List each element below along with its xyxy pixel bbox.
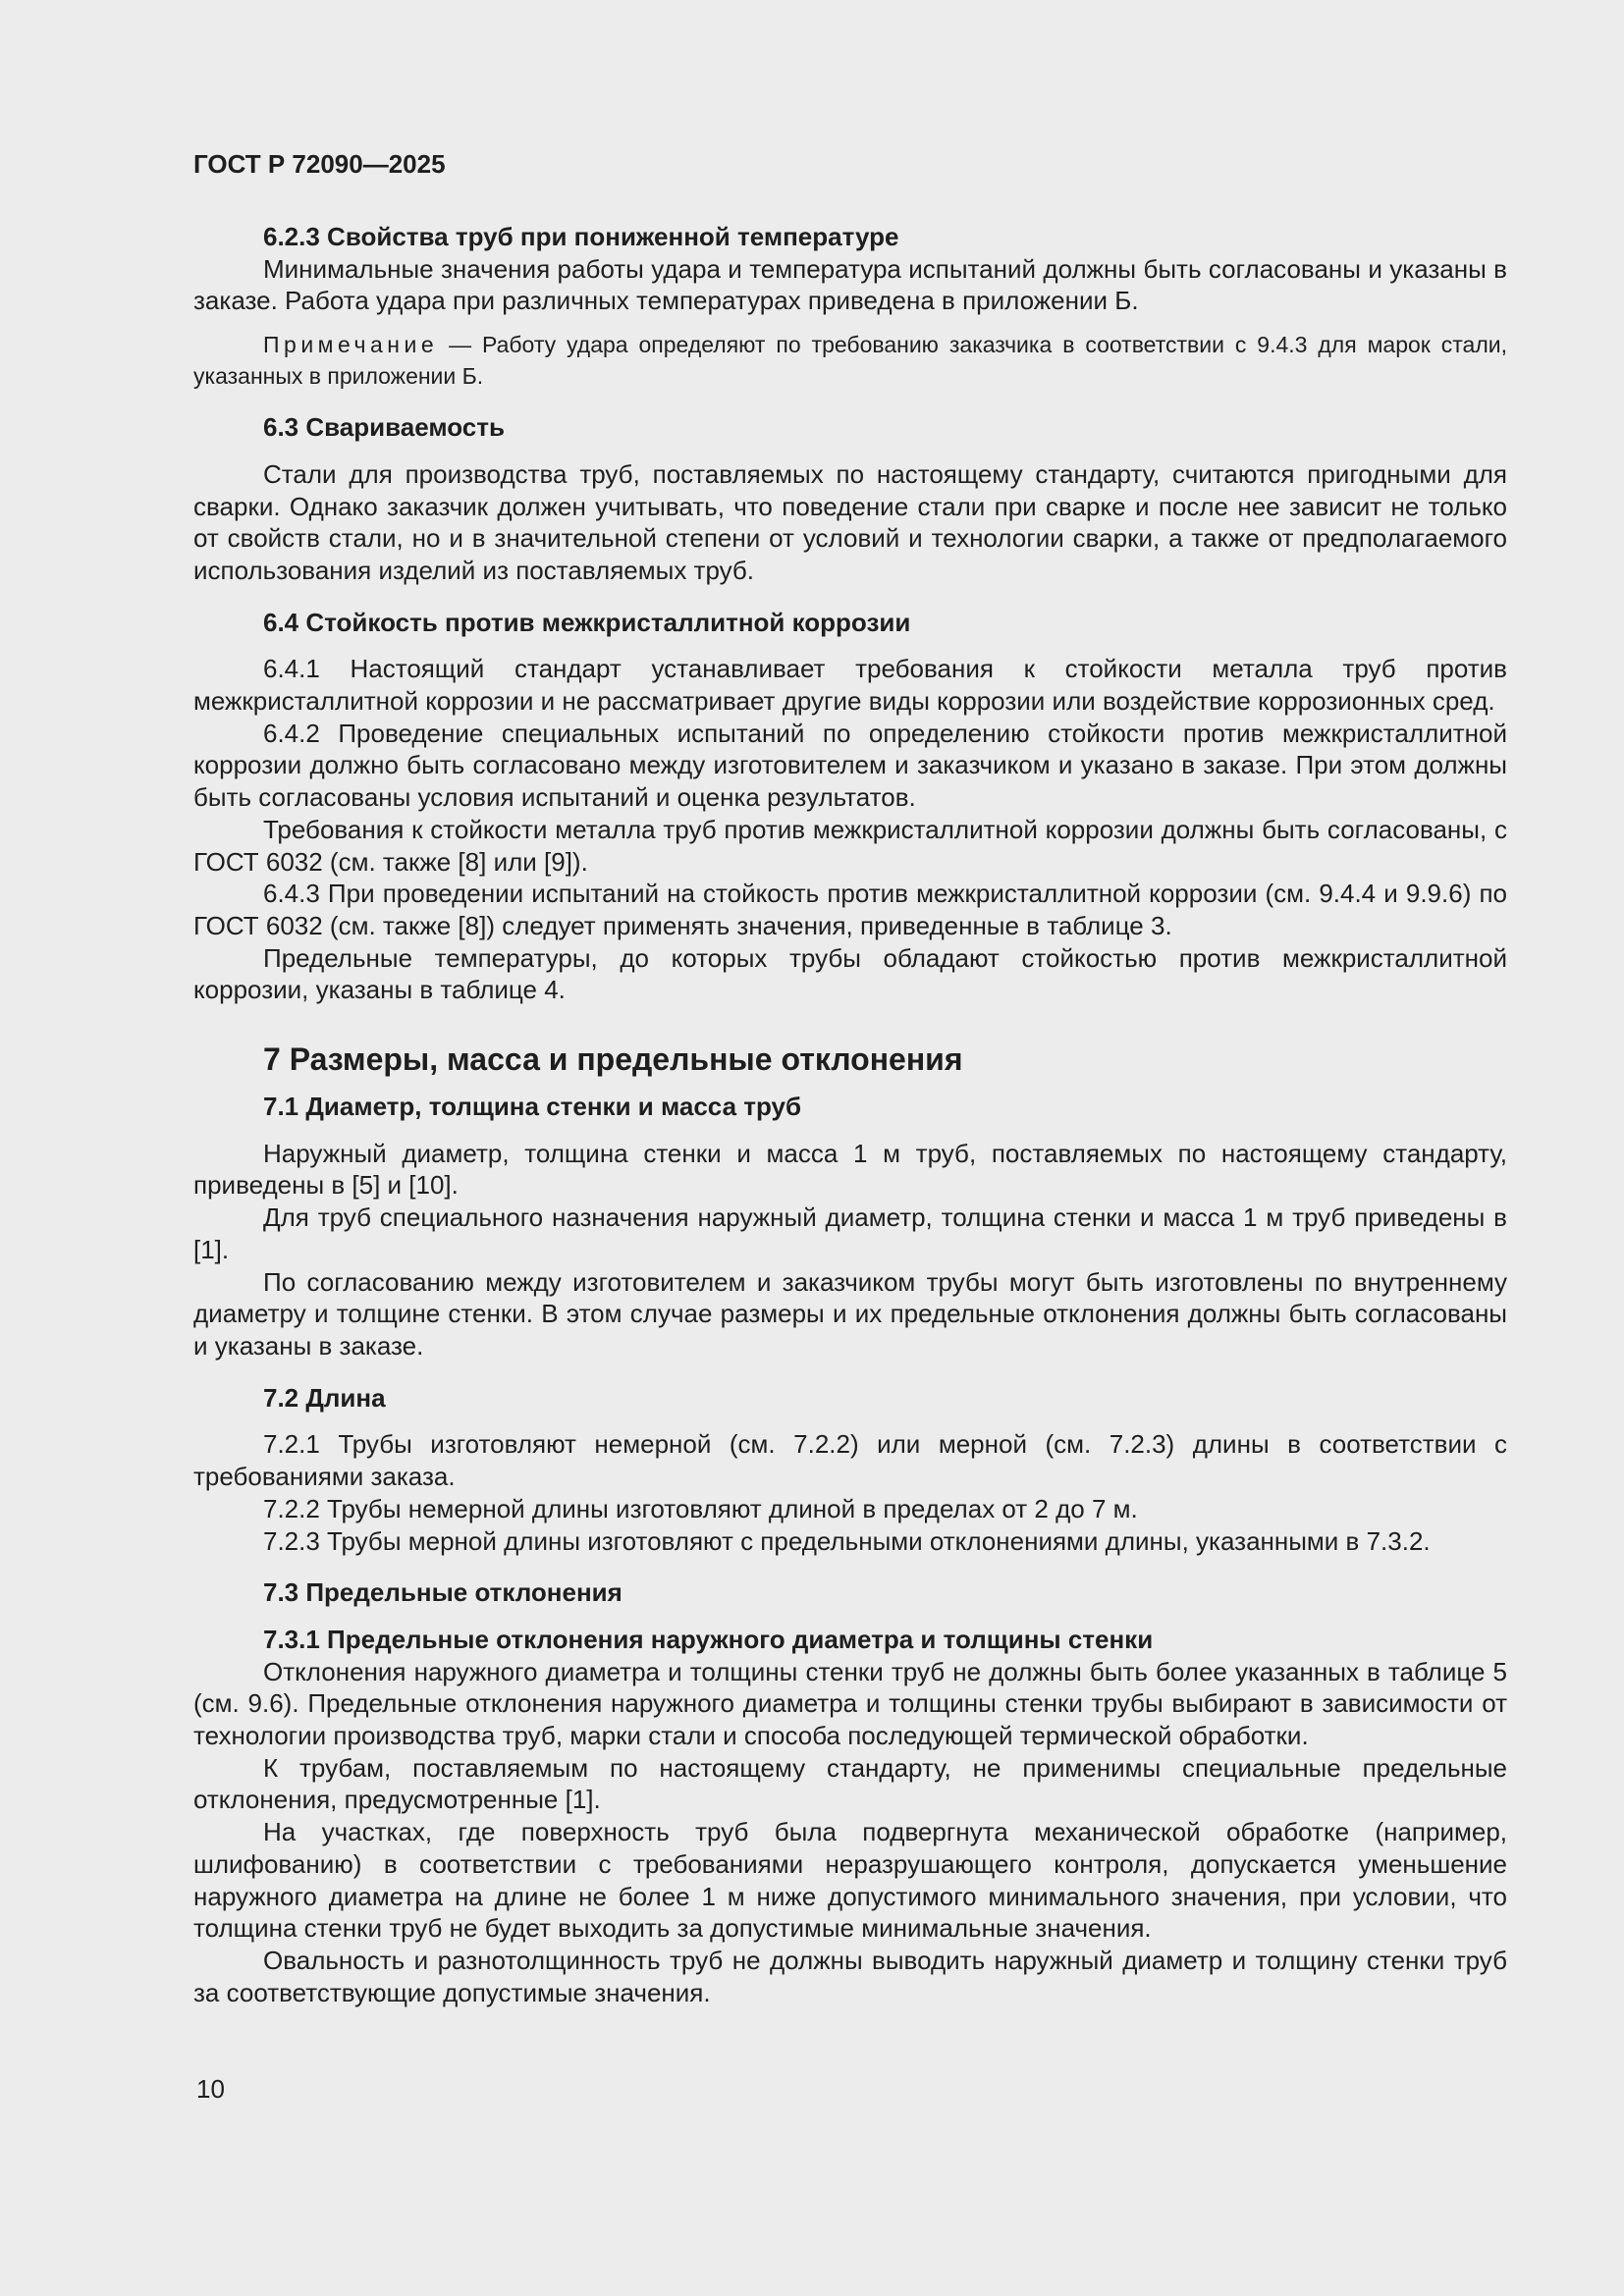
paragraph: Отклонения наружного диаметра и толщины стенки труб не должны быть более указанных в таблице 5 (см. 9.6). Предельные отклонения наружного диаметра и толщины стенки трубы выбирают в зависимости от технологии производства труб, марки стали и способа последующей термической обработки. xyxy=(193,1656,1507,1751)
paragraph: 7.2.3 Трубы мерной длины изготовляют с предельными отклонениями длины, указанными в 7.3.2. xyxy=(263,1525,1431,1556)
paragraph: Для труб специального назначения наружный диаметр, толщина стенки и масса 1 м труб приведены в [1]. xyxy=(193,1202,1507,1264)
paragraph: 7.2.1 Трубы изготовляют немерной (см. 7.2.2) или мерной (см. 7.2.3) длины в соответствии с требованиями заказа. xyxy=(193,1429,1507,1492)
section-title-6-3: 6.3 Свариваемость xyxy=(263,412,505,443)
paragraph: К трубам, поставляемым по настоящему стандарту, не применимы специальные предельные отклонения, предусмотренные [1]. xyxy=(193,1752,1507,1815)
chapter-title-7: 7 Размеры, масса и предельные отклонения xyxy=(263,1041,963,1078)
paragraph: Требования к стойкости металла труб против межкристаллитной коррозии должны быть согласованы, с ГОСТ 6032 (см. также [8] или [9]). xyxy=(193,814,1507,877)
subsection-title-7-3-1: 7.3.1 Предельные отклонения наружного диаметра и толщины стенки xyxy=(263,1624,1154,1654)
section-title-7-1: 7.1 Диаметр, толщина стенки и масса труб xyxy=(263,1092,802,1122)
section-title-7-2: 7.2 Длина xyxy=(263,1382,386,1413)
paragraph: 6.4.3 При проведении испытаний на стойкость против межкристаллитной коррозии (см. 9.4.4 и 9.9.6) по ГОСТ 6032 (см. также [8]) следует применять значения, приведенные в таблице 3. xyxy=(193,879,1507,940)
paragraph: Овальность и разнотолщинность труб не должны выводить наружный диаметр и толщину стенки труб за соответствующие допустимые значения. xyxy=(193,1945,1507,2007)
subsection-title-6-2-3: 6.2.3 Свойства труб при пониженной температуре xyxy=(263,222,899,251)
document-code: ГОСТ Р 72090—2025 xyxy=(193,149,446,179)
section-title-7-3: 7.3 Предельные отклонения xyxy=(263,1577,623,1608)
paragraph: 7.2.2 Трубы немерной длины изготовляют длиной в пределах от 2 до 7 м. xyxy=(263,1493,1138,1523)
paragraph: Минимальные значения работы удара и температура испытаний должны быть согласованы и указаны в заказе. Работа удара при различных температурах приведена в приложении Б. xyxy=(193,253,1507,316)
paragraph: 6.4.2 Проведение специальных испытаний по определению стойкости против межкристаллитной коррозии должно быть согласовано между изготовителем и заказчиком и указано в заказе. При этом должны быть согласованы условия испытаний и оценка результатов. xyxy=(193,718,1507,813)
note-text: — Работу удара определяют по требованию заказчика в соответствии с 9.4.3 для марок стали, указанных в приложении Б. xyxy=(193,332,1507,390)
paragraph: 6.4.1 Настоящий стандарт устанавливает требования к стойкости металла труб против межкристаллитной коррозии и не рассматривает другие виды коррозии или воздействие коррозионных сред. xyxy=(193,654,1507,717)
note xyxy=(193,329,1507,392)
paragraph: Стали для производства труб, поставляемых по настоящему стандарту, считаются пригодными для сварки. Однако заказчик должен учитывать, что поведение стали при сварке и после нее зависит не только от свойств стали, но и в значительной степени от условий и технологии сварки, а также от предполагаемого использования изделий из поставляемых труб. xyxy=(193,458,1507,585)
document-page xyxy=(193,147,1507,2008)
paragraph: Предельные температуры, до которых трубы обладают стойкостью против межкристаллитной коррозии, указаны в таблице 4. xyxy=(193,942,1507,1005)
page-number: 10 xyxy=(196,2074,225,2104)
note-label: Примечание xyxy=(263,332,439,358)
section-title-6-4: 6.4 Стойкость против межкристаллитной коррозии xyxy=(263,607,911,637)
paragraph: Наружный диаметр, толщина стенки и масса 1 м труб, поставляемых по настоящему стандарту, приведены в [5] и [10]. xyxy=(193,1138,1507,1201)
paragraph: На участках, где поверхность труб была подвергнута механической обработке (например, шлифованию) в соответствии с требованиями неразрушающего контроля, допускается уменьшение наружного диаметра на длине не более 1 м ниже допустимого минимального значения, при условии, что толщина стенки труб не будет выходить за допустимые минимальные значения. xyxy=(193,1817,1507,1944)
paragraph: По согласованию между изготовителем и заказчиком трубы могут быть изготовлены по внутреннему диаметру и толщине стенки. В этом случае размеры и их предельные отклонения должны быть согласованы и указаны в заказе. xyxy=(193,1266,1507,1361)
